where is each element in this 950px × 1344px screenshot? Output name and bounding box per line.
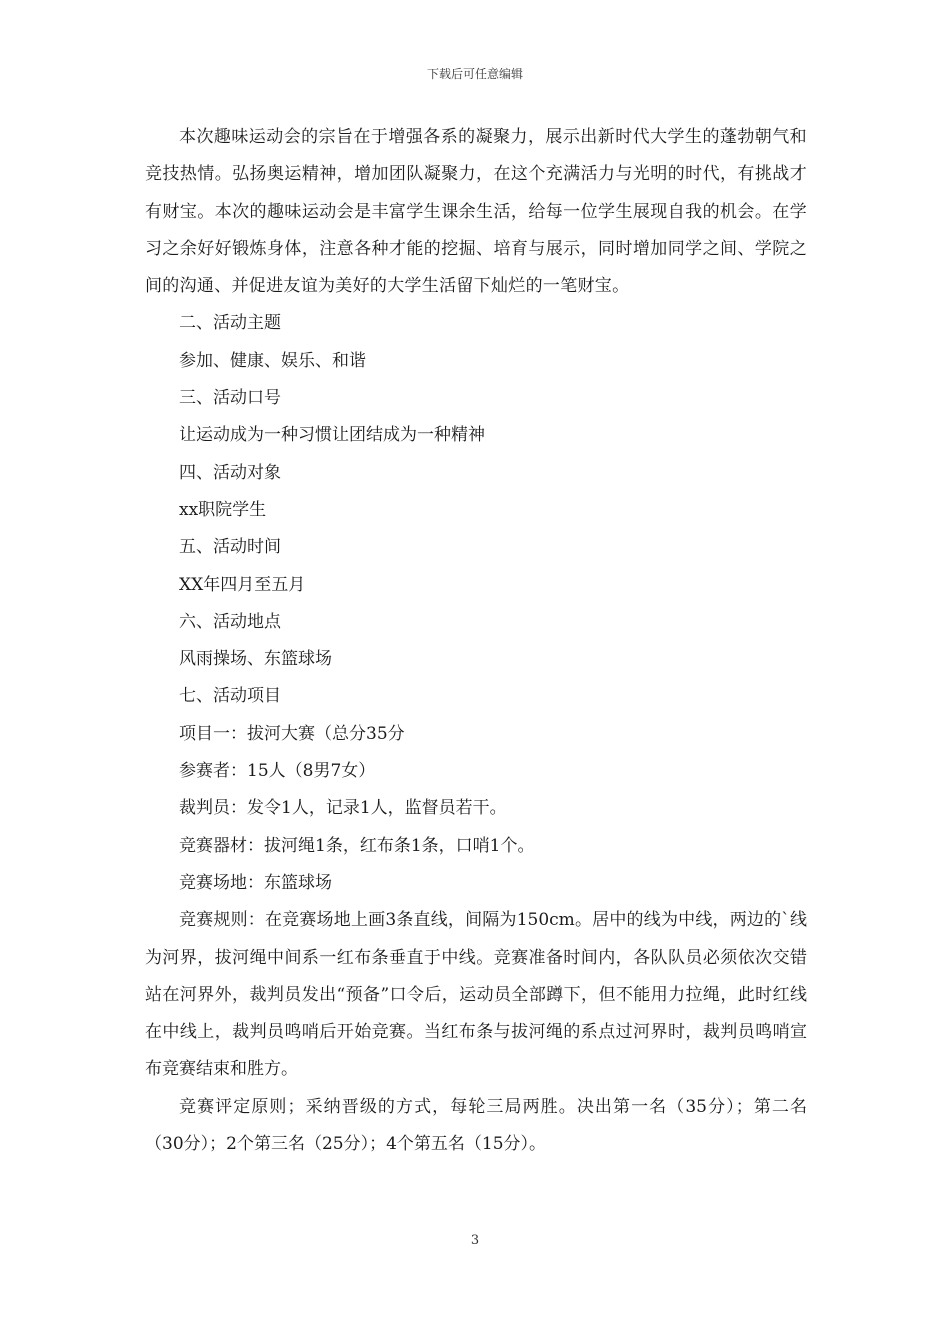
item-one-title: 项目一：拔河大赛（总分35分 xyxy=(179,723,405,744)
activity-theme-text: 参加、健康、娱乐、和谐 xyxy=(179,350,366,371)
page-header: 下载后可任意编辑 xyxy=(426,67,523,81)
activity-slogan-text: 让运动成为一种习惯让团结成为一种精神 xyxy=(179,425,485,446)
document-body xyxy=(145,119,807,1163)
intro-paragraph: 本次趣味运动会的宗旨在于增强各系的凝聚力，展示出新时代大学生的蓬勃朝气和竞技热情。弘扬奥运精神，增加团队凝聚力，在这个充满活力与光明的时代，有挑战才有财宝。本次的趣味运动会是丰富学生课余生活，给每一位学生展现自我的机会。在学习之余好好锻炼身体，注意各种才能的挖掘、培育与展示，同时增加同学之间、学院之间的沟通、并促进友谊为美好的大学生活留下灿烂的一笔财宝。 xyxy=(145,127,807,297)
heading-activity-theme: 二、活动主题 xyxy=(179,313,281,334)
heading-activity-slogan: 三、活动口号 xyxy=(179,388,281,409)
activity-participants-text: xx职院学生 xyxy=(179,499,267,520)
page-number: 3 xyxy=(470,1233,480,1248)
item-one-venue: 竞赛场地：东篮球场 xyxy=(179,872,332,893)
item-one-equipment: 竞赛器材：拔河绳1条，红布条1条，口哨1个。 xyxy=(179,835,535,856)
item-one-participants: 参赛者：15人（8男7女） xyxy=(179,761,376,782)
heading-activity-location: 六、活动地点 xyxy=(179,611,281,632)
item-one-scoring: 竞赛评定原则；采纳晋级的方式，每轮三局两胜。决出第一名（35分）；第二名（30分）；2个第三名（25分）；4个第五名（15分）。 xyxy=(145,1096,807,1155)
item-one-referees: 裁判员：发令1人，记录1人，监督员若干。 xyxy=(179,798,507,819)
activity-location-text: 风雨操场、东篮球场 xyxy=(179,649,332,670)
heading-activity-items: 七、活动项目 xyxy=(179,686,281,707)
heading-activity-time: 五、活动时间 xyxy=(179,537,281,558)
item-one-rules: 竞赛规则：在竞赛场地上画3条直线，间隔为150cm。居中的线为中线，两边的`线为河界，拔河绳中间系一红布条垂直于中线。竞赛准备时间内，各队队员必须依次交错站在河界外，裁判员发出“预备”口令后，运动员全部蹲下，但不能用力拉绳，此时红线在中线上，裁判员鸣哨后开始竞赛。当红布条与拔河绳的系点过河界时，裁判员鸣哨宣布竞赛结束和胜方。 xyxy=(145,910,807,1080)
heading-activity-participants: 四、活动对象 xyxy=(179,462,281,483)
activity-time-text: XX年四月至五月 xyxy=(179,574,306,595)
